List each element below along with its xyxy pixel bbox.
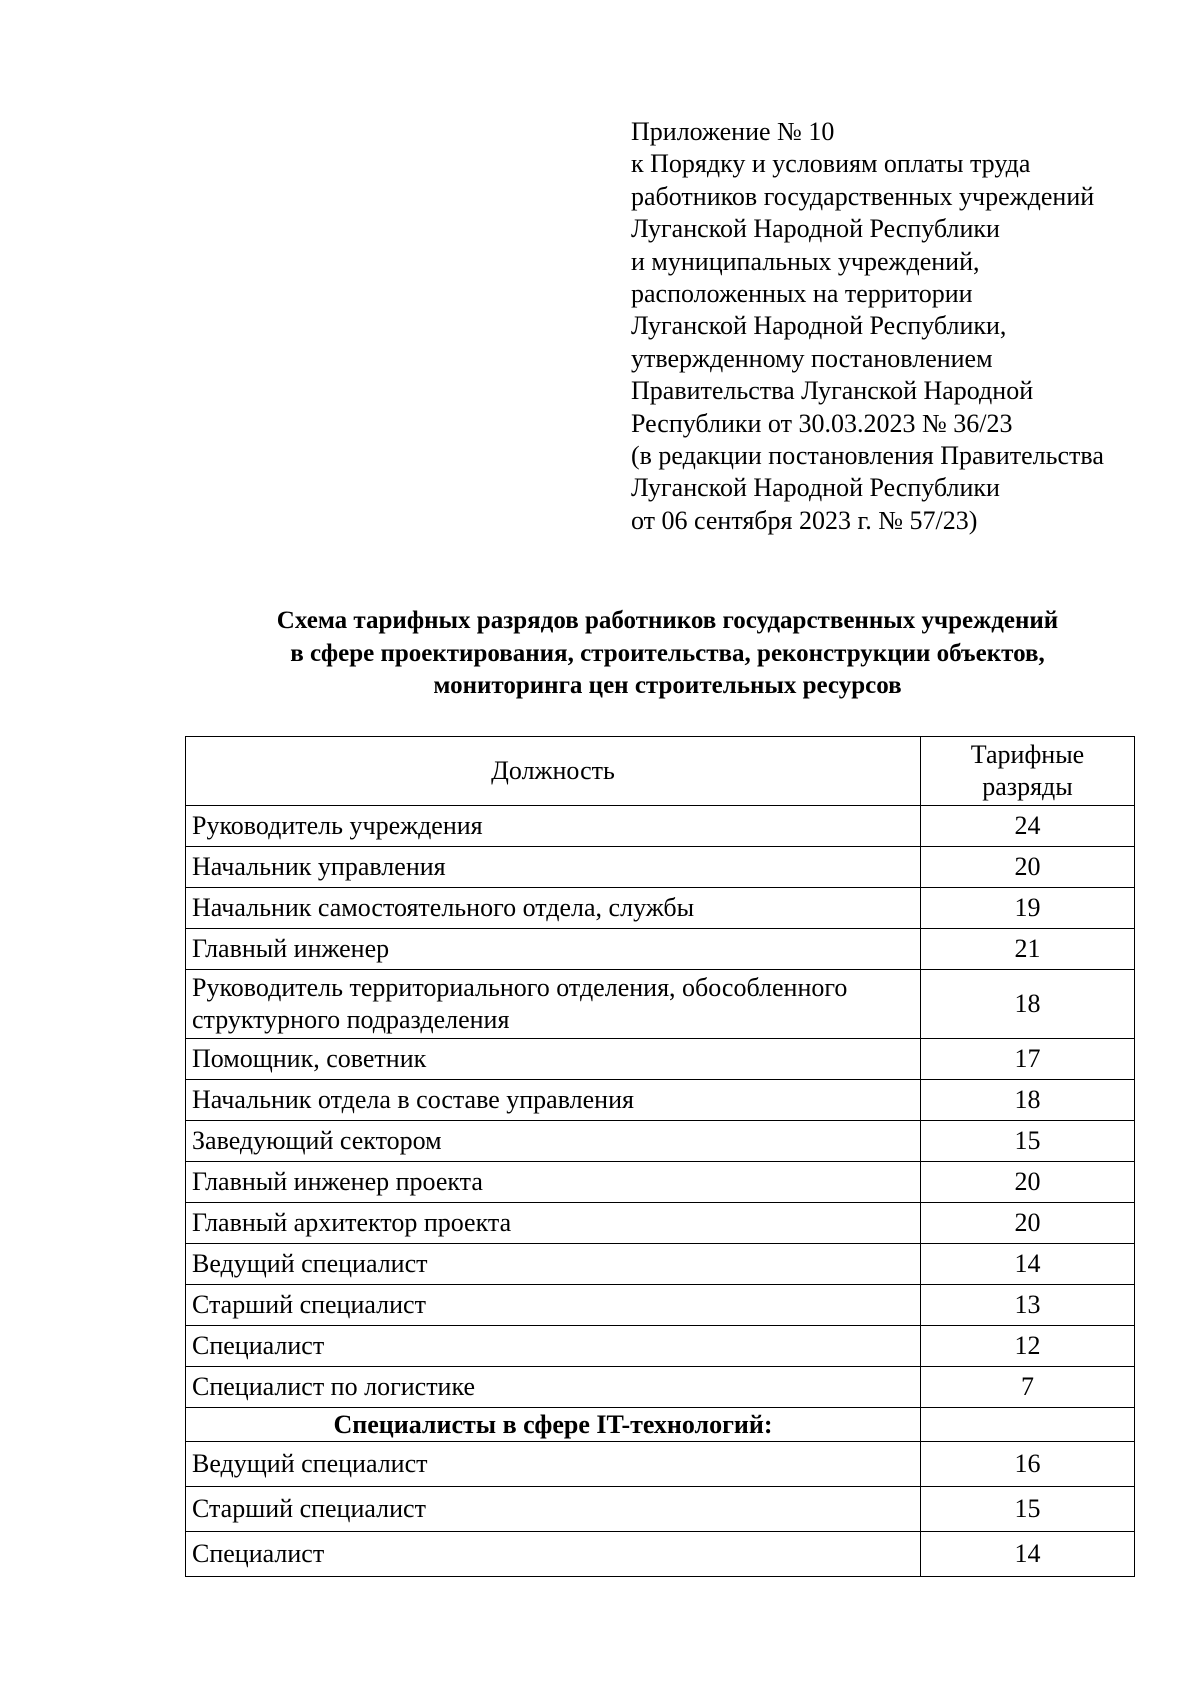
section-label: Специалисты в сфере IT-технологий: — [186, 1408, 921, 1442]
appendix-line: Приложение № 10 — [631, 117, 835, 146]
title-line: в сфере проектирования, строительства, реконструкции объектов, — [290, 639, 1045, 667]
table-row — [186, 1532, 1135, 1577]
table-row — [186, 1039, 1135, 1080]
grade-cell: 21 — [921, 929, 1135, 970]
grade-cell: 14 — [921, 1244, 1135, 1285]
grade-cell: 24 — [921, 806, 1135, 847]
position-cell: Специалист — [186, 1326, 921, 1367]
position-cell: Ведущий специалист — [186, 1244, 921, 1285]
grade-cell: 18 — [921, 1080, 1135, 1121]
section-row — [186, 1408, 1135, 1442]
document-title — [160, 605, 1175, 703]
appendix-line: Правительства Луганской Народной — [631, 376, 1034, 406]
grade-cell: 14 — [921, 1532, 1135, 1577]
table-row — [186, 1080, 1135, 1121]
table-row — [186, 1244, 1135, 1285]
grade-cell: 19 — [921, 888, 1135, 929]
appendix-line: утвержденному постановлением — [631, 343, 993, 373]
table-row — [186, 847, 1135, 888]
title-line: мониторинга цен строительных ресурсов — [433, 672, 902, 699]
position-cell: Старший специалист — [186, 1285, 921, 1326]
title-line: Схема тарифных разрядов работников государственных учреждений — [276, 607, 1059, 634]
position-cell: Начальник самостоятельного отдела, службы — [186, 888, 921, 929]
table-row — [186, 1285, 1135, 1326]
position-cell: Начальник управления — [186, 847, 921, 888]
grade-cell: 16 — [921, 1442, 1135, 1487]
position-cell: Ведущий специалист — [186, 1442, 921, 1487]
position-cell: Специалист — [186, 1532, 921, 1577]
table-row — [186, 970, 1135, 1039]
position-line: структурного подразделения — [192, 1005, 510, 1034]
appendix-line: от 06 сентября 2023 г. № 57/23) — [631, 505, 978, 535]
position-cell: Заведующий сектором — [186, 1121, 921, 1162]
position-cell: Главный инженер проекта — [186, 1162, 921, 1203]
appendix-line: и муниципальных учреждений, — [631, 246, 980, 276]
appendix-block — [631, 116, 1151, 537]
grade-cell: 7 — [921, 1367, 1135, 1408]
appendix-line: к Порядку и условиям оплаты труда — [631, 149, 1031, 179]
grade-cell: 20 — [921, 1203, 1135, 1244]
table-row — [186, 929, 1135, 970]
appendix-line: (в редакции постановления Правительства — [631, 441, 1104, 471]
appendix-line: Республики от 30.03.2023 № 36/23 — [631, 408, 1013, 438]
appendix-line: Луганской Народной Республики — [631, 214, 1000, 244]
appendix-line: расположенных на территории — [631, 279, 973, 309]
grade-cell: 15 — [921, 1487, 1135, 1532]
position-cell: Начальник отдела в составе управления — [186, 1080, 921, 1121]
position-cell: Руководитель учреждения — [186, 806, 921, 847]
grade-cell: 18 — [921, 970, 1135, 1039]
header-grade — [921, 737, 1135, 806]
table-row — [186, 1121, 1135, 1162]
table-row — [186, 1162, 1135, 1203]
header-grade-line: Тарифные — [970, 740, 1085, 769]
grade-cell: 15 — [921, 1121, 1135, 1162]
table-row — [186, 806, 1135, 847]
grade-cell: 13 — [921, 1285, 1135, 1326]
appendix-line: работников государственных учреждений — [631, 181, 1095, 211]
table-header-row — [186, 737, 1135, 806]
position-cell — [186, 970, 921, 1039]
position-cell: Специалист по логистике — [186, 1367, 921, 1408]
header-position: Должность — [186, 737, 921, 806]
position-cell: Помощник, советник — [186, 1039, 921, 1080]
table-row — [186, 1487, 1135, 1532]
table-row — [186, 1442, 1135, 1487]
table-row — [186, 1367, 1135, 1408]
appendix-line: Луганской Народной Республики, — [631, 311, 1007, 341]
position-cell: Главный архитектор проекта — [186, 1203, 921, 1244]
grade-cell: 17 — [921, 1039, 1135, 1080]
position-cell: Старший специалист — [186, 1487, 921, 1532]
position-cell: Главный инженер — [186, 929, 921, 970]
grade-cell: 20 — [921, 847, 1135, 888]
grade-cell: 20 — [921, 1162, 1135, 1203]
table-row — [186, 1203, 1135, 1244]
grade-cell: 12 — [921, 1326, 1135, 1367]
appendix-line: Луганской Народной Республики — [631, 473, 1000, 503]
header-grade-line: разряды — [982, 772, 1073, 801]
table-row — [186, 888, 1135, 929]
section-grade-cell — [921, 1408, 1135, 1442]
position-line: Руководитель территориального отделения, обособленного — [192, 973, 848, 1002]
tariff-table — [185, 736, 1135, 1577]
table-row — [186, 1326, 1135, 1367]
